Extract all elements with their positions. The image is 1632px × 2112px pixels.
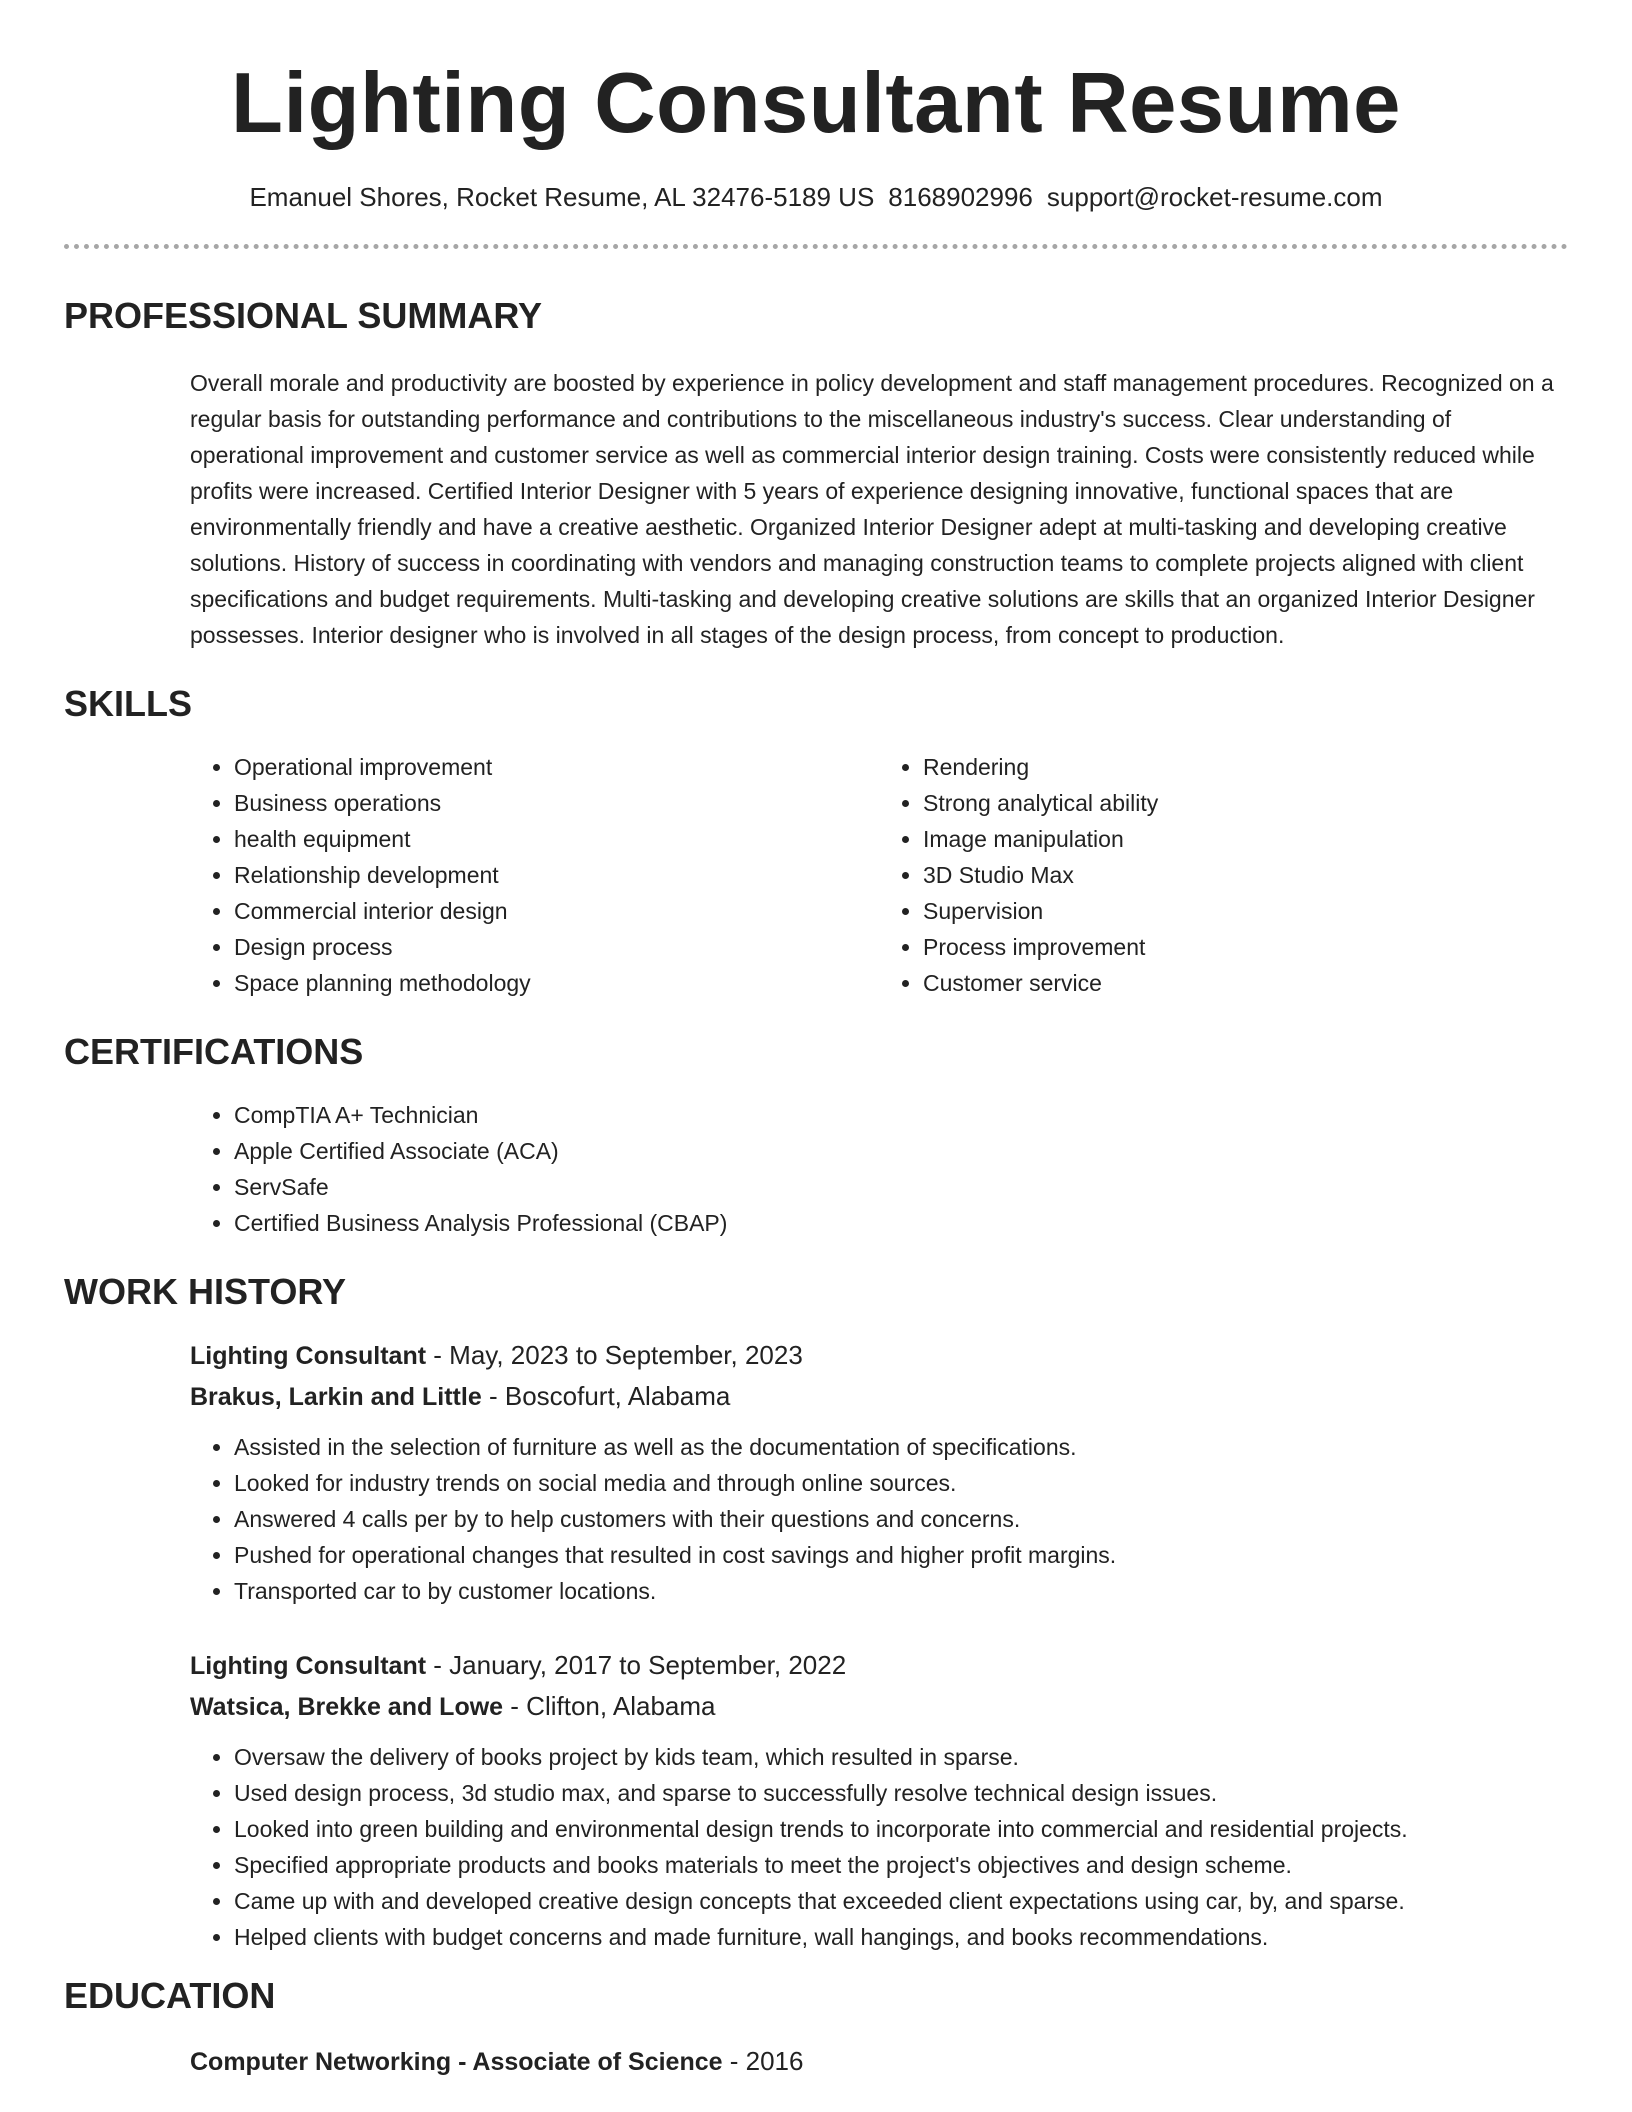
job-duties-list [190,1429,1568,1609]
skills-left-list [190,749,879,1001]
job-title: Lighting Consultant [190,1652,427,1680]
contact-phone: 8168902996 [888,182,1033,212]
summary-section [64,295,1568,653]
skill-item: • Design process [234,929,879,965]
job-duty: • Looked into green building and environmental design trends to incorporate into commercial and residential projects. [234,1811,1568,1847]
certifications-section [64,1031,1568,1241]
skill-item: • 3D Studio Max [923,857,1568,893]
skill-item: • Supervision [923,893,1568,929]
job-duty: • Oversaw the delivery of books project by kids team, which resulted in sparse. [234,1739,1568,1775]
job-company-line [190,1686,1568,1727]
job-duty: • Looked for industry trends on social media and through online sources. [234,1465,1568,1501]
summary-heading: PROFESSIONAL SUMMARY [64,295,543,336]
certification-item: • Certified Business Analysis Professional (CBAP) [234,1205,1568,1241]
work-history-section [64,1271,1568,1955]
skill-item: • health equipment [234,821,879,857]
job-company: Watsica, Brekke and Lowe [190,1693,504,1721]
skill-item: • Process improvement [923,929,1568,965]
contact-email: support@rocket-resume.com [1046,182,1383,212]
contact-address: Emanuel Shores, Rocket Resume, AL 32476-5189 US [249,182,875,212]
job-duty: • Transported car to by customer locations. [234,1573,1568,1609]
skill-item: • Image manipulation [923,821,1568,857]
certifications-heading: CERTIFICATIONS [64,1031,364,1072]
job-company-line [190,1376,1568,1417]
skill-item: • Space planning methodology [234,965,879,1001]
certifications-list [190,1097,1568,1241]
job-entry [190,1335,1568,1609]
education-line [190,2041,1568,2082]
contact-line [64,180,1568,214]
job-title: Lighting Consultant [190,1342,427,1370]
job-duty: • Came up with and developed creative design concepts that exceeded client expectations using car, by, and sparse. [234,1883,1568,1919]
job-entry [190,1645,1568,1955]
work-history-heading: WORK HISTORY [64,1271,347,1312]
certification-item: • CompTIA A+ Technician [234,1097,1568,1133]
skill-item: • Strong analytical ability [923,785,1568,821]
job-duty: • Helped clients with budget concerns and made furniture, wall hangings, and books recommendations. [234,1919,1568,1955]
job-duty: • Used design process, 3d studio max, and sparse to successfully resolve technical design issues. [234,1775,1568,1811]
job-duty: • Specified appropriate products and books materials to meet the project's objectives and design scheme. [234,1847,1568,1883]
certification-item: • ServSafe [234,1169,1568,1205]
education-heading: EDUCATION [64,1975,276,2016]
job-title-line [190,1335,1568,1376]
skill-item: • Customer service [923,965,1568,1001]
skills-right-list [879,749,1568,1001]
skill-item: • Commercial interior design [234,893,879,929]
skills-section [64,683,1568,1001]
skill-item: • Relationship development [234,857,879,893]
skills-grid [190,749,1568,1001]
certification-item: • Apple Certified Associate (ACA) [234,1133,1568,1169]
job-duty: • Assisted in the selection of furniture as well as the documentation of specifications. [234,1429,1568,1465]
education-year: - 2016 [722,2046,804,2076]
header-divider [64,244,1568,249]
summary-text: Overall morale and productivity are boosted by experience in policy development and staff management procedures. Recognized on a regular basis for outstanding performance and contributions to the miscellaneous industry's success. Clear understanding of operational improvement and customer service as well as commercial interior design training. Costs were consistently reduced while profits were increased. Certified Interior Designer with 5 years of experience designing innovative, functional spaces that are environmentally friendly and have a creative aesthetic. Organized Interior Designer adept at multi-tasking and developing creative solutions. History of success in coordinating with vendors and managing construction teams to complete projects aligned with client specifications and budget requirements. Multi-tasking and developing creative solutions are skills that an organized Interior Designer possesses. Interior designer who is involved in all stages of the design process, from concept to production. [190,370,1554,648]
resume-title: Lighting Consultant Resume [231,56,1401,151]
education-section [64,1975,1568,2082]
job-location: - Boscofurt, Alabama [481,1381,731,1411]
job-duty: • Pushed for operational changes that resulted in cost savings and higher profit margins. [234,1537,1568,1573]
job-dates: - January, 2017 to September, 2022 [426,1650,847,1680]
skill-item: • Business operations [234,785,879,821]
job-dates: - May, 2023 to September, 2023 [426,1340,803,1370]
job-location: - Clifton, Alabama [503,1691,716,1721]
resume-page [64,0,1568,2082]
education-degree: Computer Networking - Associate of Science [190,2048,723,2076]
skills-heading: SKILLS [64,683,193,724]
skill-item: • Operational improvement [234,749,879,785]
skill-item: • Rendering [923,749,1568,785]
job-title-line [190,1645,1568,1686]
job-company: Brakus, Larkin and Little [190,1383,482,1411]
job-duties-list [190,1739,1568,1955]
job-duty: • Answered 4 calls per by to help customers with their questions and concerns. [234,1501,1568,1537]
